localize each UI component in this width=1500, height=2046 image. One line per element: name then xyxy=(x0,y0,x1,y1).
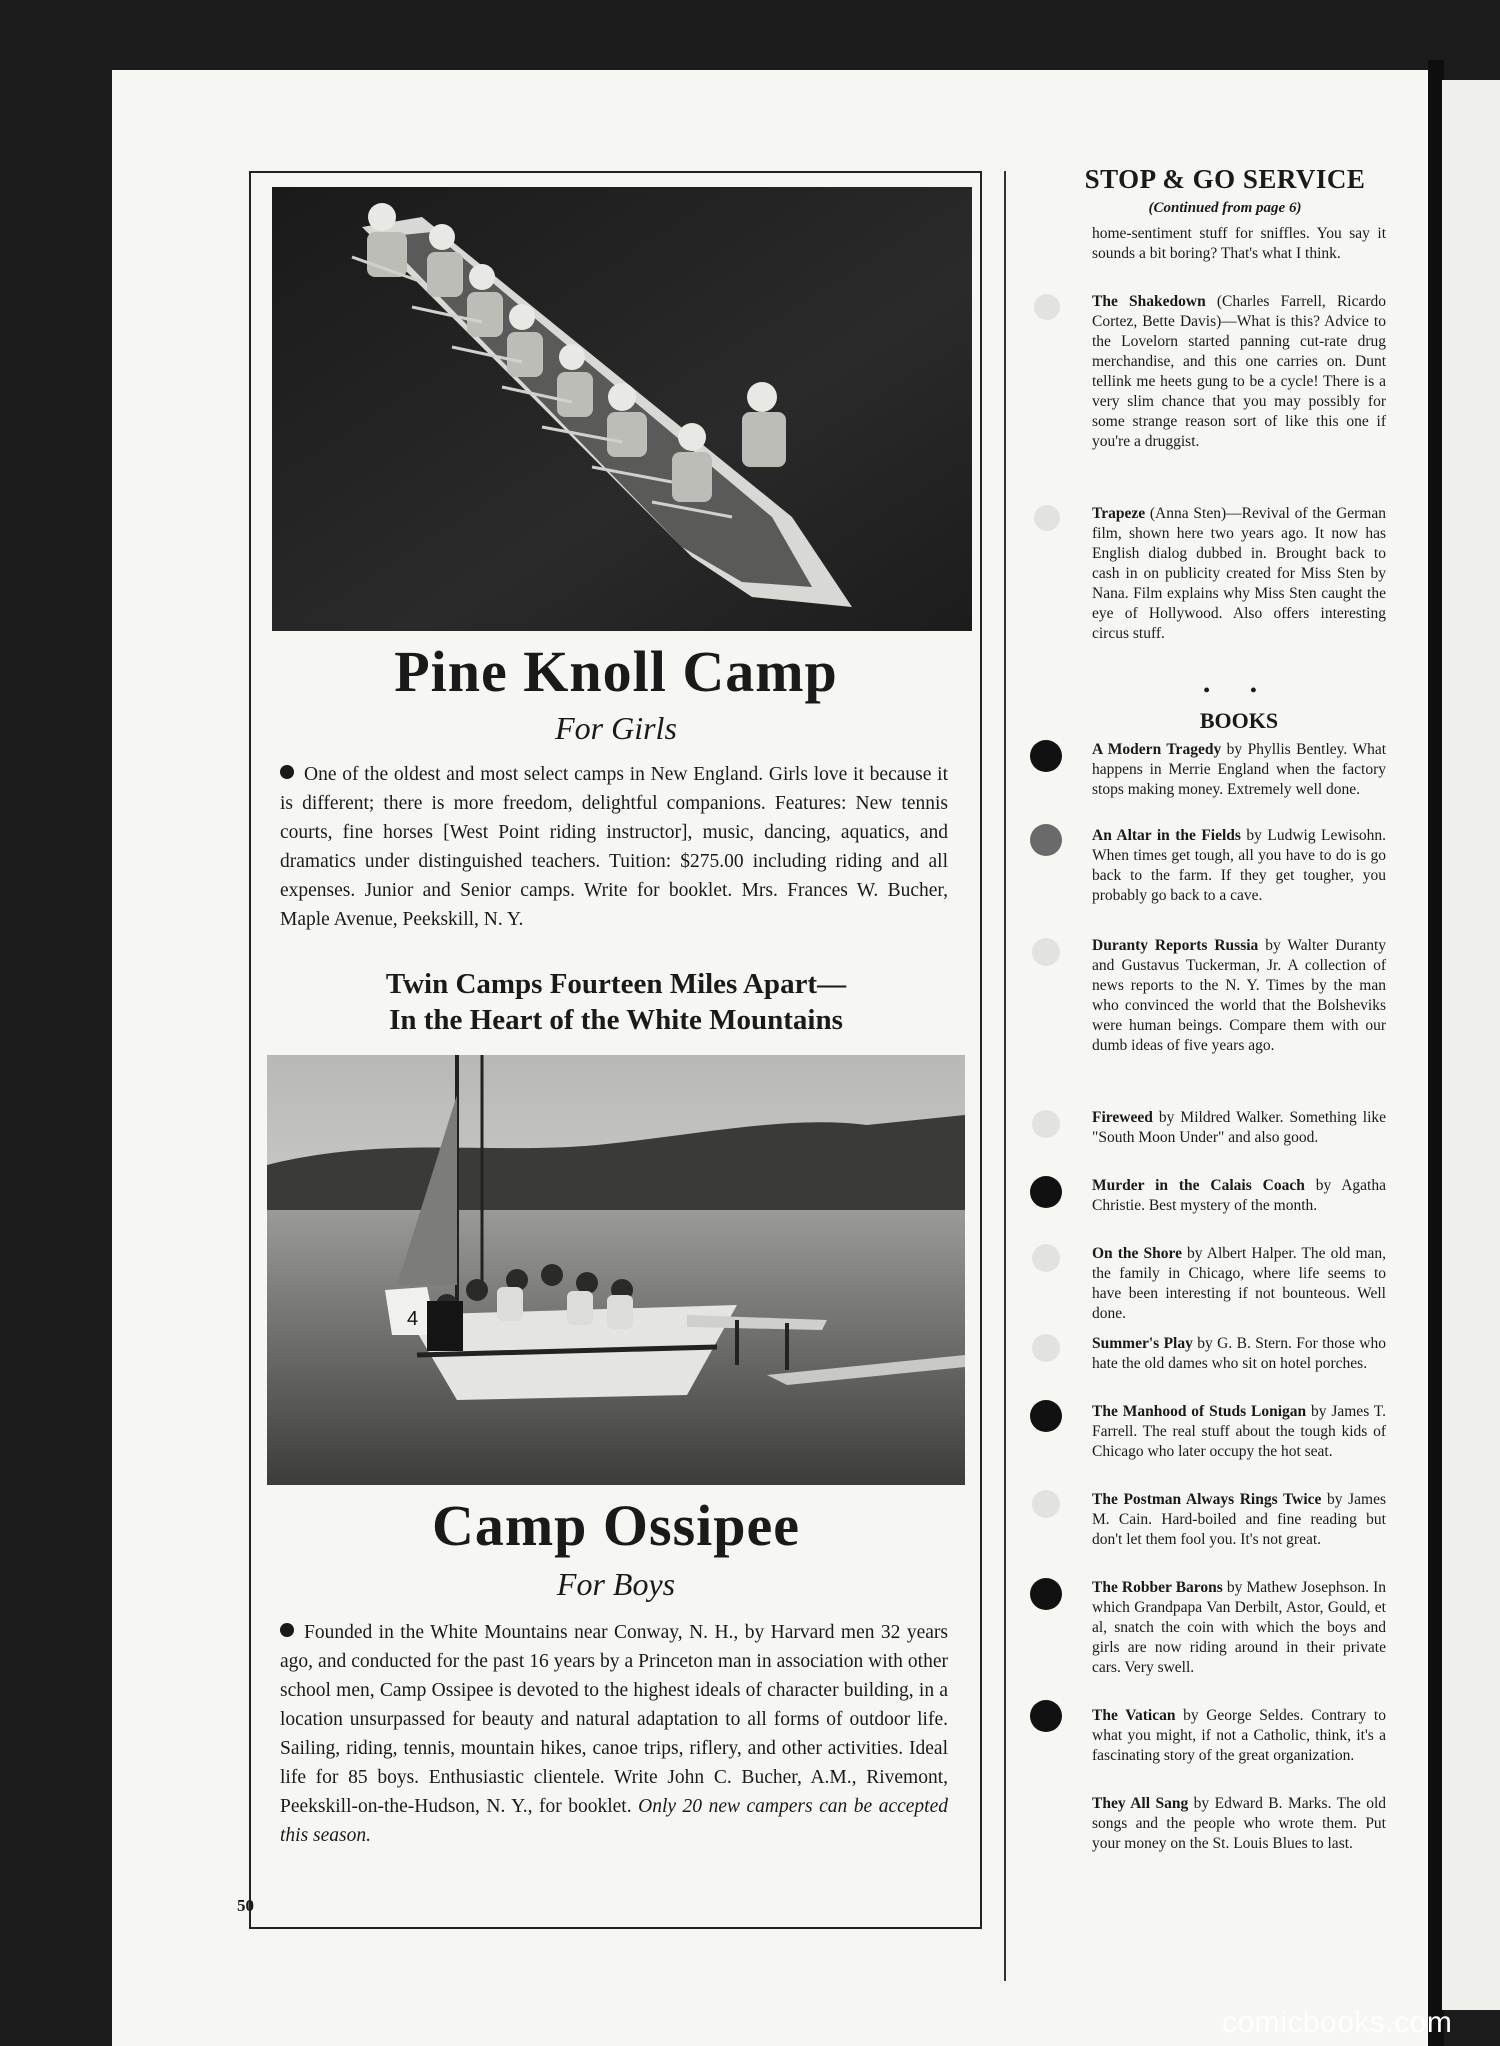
book-title: An Altar in the Fields xyxy=(1092,827,1241,844)
page-number: 50 xyxy=(237,1896,254,1915)
book-title: On the Shore xyxy=(1092,1245,1182,1262)
book-review xyxy=(1092,1176,1386,1216)
continued-note: (Continued from page 6) xyxy=(1148,200,1302,216)
book-title: Summer's Play xyxy=(1092,1335,1193,1352)
rating-dot-icon xyxy=(1034,505,1060,531)
rating-dot-icon xyxy=(1030,1400,1062,1432)
book-review xyxy=(1092,1490,1386,1550)
sailboat-photo-illustration xyxy=(267,1055,965,1485)
twin-camps-heading xyxy=(252,966,980,1038)
book-review xyxy=(1092,740,1386,800)
camp-ossipee-title: Camp Ossipee xyxy=(431,1493,801,1558)
book-review xyxy=(1092,1334,1386,1374)
facing-page-edge xyxy=(1442,80,1500,2010)
book-text: by Ludwig Lewisohn. When times get tough, all you have to do is go back to the farm. If they get tougher, you probably go back to a cave. xyxy=(1092,827,1387,904)
camp-ossipee-body: Founded in the White Mountains near Conway, N. H., by Harvard men 32 years ago, and conducted for the past 16 years by a Princeton man in association with other school men, Camp Ossipee is devoted to the highest ideals of character building, in a location unsurpassed for beauty and natural adaptation to all forms of outdoor life. Sailing, riding, tennis, mountain hikes, canoe trips, riflery, and other activities. Ideal life for 85 boys. Enthusiastic clientele. Write John C. Bucher, A.M., Rivemont, Peekskill-on-the-Hudson, N. Y., for booklet. xyxy=(280,1622,948,1817)
rating-dot-icon xyxy=(1032,1110,1060,1138)
camp-ossipee-note: Only 20 new campers can be accepted this season. xyxy=(280,1796,948,1846)
film-text: (Anna Sten)—Revival of the German film, shown here two years ago. It now has English dialog dubbed in. Brought back to cash in on publicity created for Miss Sten by Nana. Film explains why Miss Sten caught the eye of Hollywood. Also offers interesting circus stuff. xyxy=(1092,505,1386,642)
twin-heading-line-2: In the Heart of the White Mountains xyxy=(389,1004,843,1036)
book-text: by Agatha Christie. Best mystery of the month. xyxy=(1092,1177,1386,1214)
book-text: by G. B. Stern. For those who hate the old dames who sit on hotel porches. xyxy=(1092,1335,1386,1372)
book-title: The Postman Always Rings Twice xyxy=(1092,1491,1322,1508)
book-review xyxy=(1092,1244,1386,1324)
twin-heading-line-1: Twin Camps Fourteen Miles Apart— xyxy=(385,968,847,1000)
column-intro: home-sentiment stuff for sniffles. You say it sounds a bit boring? That's what I think. xyxy=(1092,225,1386,262)
film-title: Trapeze xyxy=(1092,505,1146,522)
book-review xyxy=(1092,1108,1386,1148)
book-text: by Albert Halper. The old man, the family in Chicago, where life seems to have been interesting if not bounteous. Well done. xyxy=(1092,1245,1387,1322)
section-separator: • • xyxy=(1203,680,1275,700)
book-title: The Robber Barons xyxy=(1092,1579,1223,1596)
film-text: (Charles Farrell, Ricardo Cortez, Bette Davis)—What is this? Advice to the Lovelorn started panning cut-rate drug merchandise, and this one carries on. Dunt tellink me heets gung to be a cycle! There is a very slim chance that you may possibly for some strange reason sort of like this one if you're a druggist. xyxy=(1092,293,1387,450)
watermark: comicbooks.com xyxy=(1222,2006,1453,2039)
pine-knoll-title: Pine Knoll Camp xyxy=(394,639,838,704)
book-title: The Manhood of Studs Lonigan xyxy=(1092,1403,1307,1420)
book-text: by George Seldes. Contrary to what you might, if not a Catholic, think, it's a fascinating story of the great organization. xyxy=(1092,1707,1386,1764)
column-title: STOP & GO SERVICE xyxy=(1084,164,1366,194)
book-review xyxy=(1092,1706,1386,1766)
pine-knoll-subtitle: For Girls xyxy=(555,710,677,746)
sail-number: 4 xyxy=(407,1308,419,1330)
book-text: by Walter Duranty and Gustavus Tuckerman, Jr. A collection of news reports to the N. Y. Times by the man who convinced the world that the Bolsheviks were human beings. Compare them with our dumb ideas of five years ago. xyxy=(1092,937,1387,1054)
rating-dot-icon xyxy=(1030,1578,1062,1610)
rating-dot-icon xyxy=(1030,1176,1062,1208)
book-text: by Phyllis Bentley. What happens in Merrie England when the factory stops making money. Extremely well done. xyxy=(1092,741,1387,798)
pine-knoll-body: One of the oldest and most select camps in New England. Girls love it because it is different; there is more freedom, delightful companions. Features: New tennis courts, fine horses [West Point riding instructor], music, dancing, aquatics, and dramatics under distinguished teachers. Tuition: $275.00 including riding and all expenses. Junior and Senior camps. Write for booklet. Mrs. Frances W. Bucher, Maple Avenue, Peekskill, N. Y. xyxy=(280,764,948,930)
rating-dot-icon xyxy=(1032,1244,1060,1272)
camp-ossipee-subtitle: For Boys xyxy=(556,1566,676,1602)
book-text: by James M. Cain. Hard-boiled and fine reading but don't let them fool you. It's not great. xyxy=(1092,1491,1386,1548)
book-review xyxy=(1092,1578,1386,1678)
column-divider xyxy=(1004,171,1006,1981)
bullet-icon xyxy=(280,765,294,779)
book-title: They All Sang xyxy=(1092,1795,1189,1812)
book-text: by Edward B. Marks. The old songs and the people who wrote them. Put your money on the St. Louis Blues to last. xyxy=(1092,1795,1386,1852)
book-title: Murder in the Calais Coach xyxy=(1092,1177,1305,1194)
book-title: Fireweed xyxy=(1092,1109,1153,1126)
book-title: A Modern Tragedy xyxy=(1092,741,1222,758)
rating-dot-icon xyxy=(1030,1700,1062,1732)
camp-ossipee-description xyxy=(280,1618,948,1850)
books-heading: BOOKS xyxy=(1199,708,1279,733)
book-title: Duranty Reports Russia xyxy=(1092,937,1259,954)
film-review xyxy=(1092,292,1386,452)
canoe-photo-illustration xyxy=(272,187,972,631)
book-review xyxy=(1092,1794,1386,1854)
rating-dot-icon xyxy=(1032,938,1060,966)
pine-knoll-description xyxy=(280,760,948,934)
rating-dot-icon xyxy=(1032,1490,1060,1518)
film-title: The Shakedown xyxy=(1092,293,1206,310)
book-text: by Mathew Josephson. In which Grandpapa Van Derbilt, Astor, Gould, et al, snatch the coin with which the boys and girls are now riding around in their private cars. Very swell. xyxy=(1092,1579,1387,1676)
rating-dot-icon xyxy=(1030,740,1062,772)
book-review xyxy=(1092,1402,1386,1462)
rating-dot-icon xyxy=(1034,294,1060,320)
rating-dot-icon xyxy=(1030,824,1062,856)
film-review xyxy=(1092,504,1386,644)
canoe-photo xyxy=(272,187,972,631)
sailboat-photo xyxy=(267,1055,965,1485)
book-title: The Vatican xyxy=(1092,1707,1176,1724)
book-text: by James T. Farrell. The real stuff about the tough kids of Chicago who later occupy the hot seat. xyxy=(1092,1403,1386,1460)
book-review xyxy=(1092,936,1386,1056)
rating-dot-icon xyxy=(1032,1334,1060,1362)
book-review xyxy=(1092,826,1386,906)
bullet-icon xyxy=(280,1623,294,1637)
book-text: by Mildred Walker. Something like "South Moon Under" and also good. xyxy=(1092,1109,1387,1146)
